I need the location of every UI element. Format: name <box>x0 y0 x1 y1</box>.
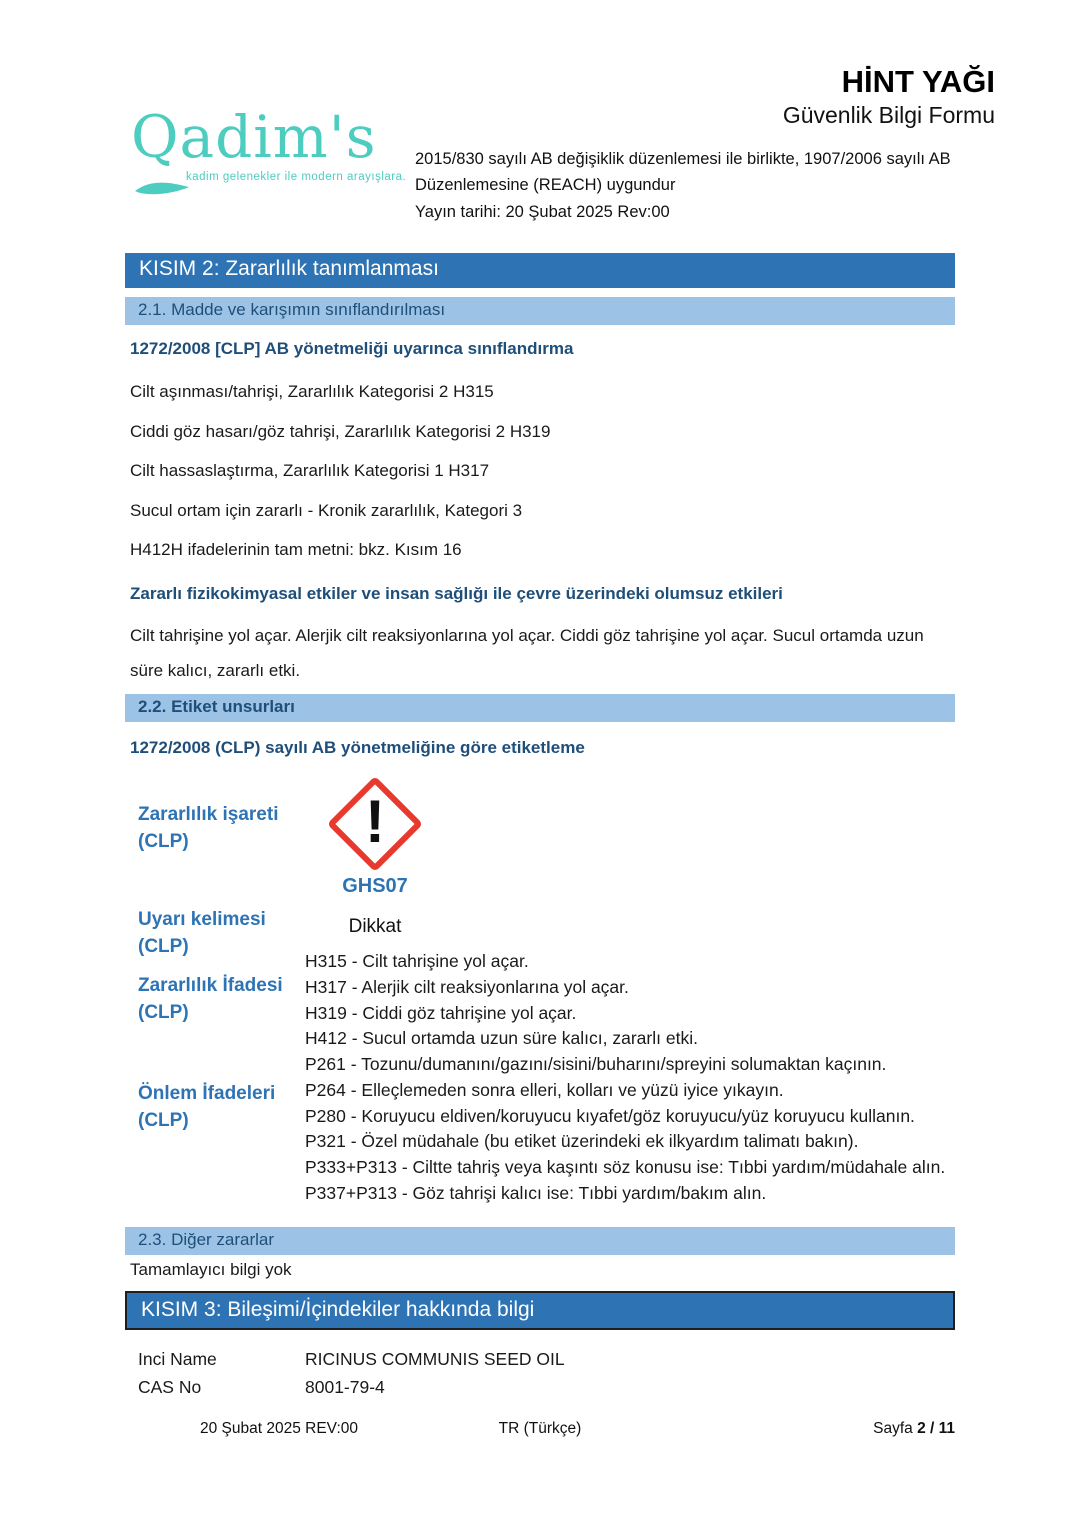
signal-word-label: Uyarı kelimesi (CLP) <box>138 909 266 957</box>
footer-page-indicator <box>125 1420 955 1438</box>
composition-label: Inci Name <box>138 1349 217 1369</box>
signal-word-value: Dikkat <box>348 916 402 937</box>
issue-date-line: Yayın tarihi: 20 Şubat 2025 Rev:00 <box>415 202 670 221</box>
hazard-statements-label: Zararlılık İfadesi (CLP) <box>138 975 283 1023</box>
classification-list <box>130 372 550 570</box>
composition-row <box>138 1374 565 1402</box>
document-type: Güvenlik Bilgi Formu <box>782 102 995 129</box>
labeling-heading: 1272/2008 (CLP) sayılı AB yönetmeliğine göre etiketleme <box>130 738 585 757</box>
footer-page-number: 2 / 11 <box>917 1420 955 1437</box>
section3-header-bar: KISIM 3: Bileşimi/İçindekiler hakkında bilgi <box>125 1291 955 1330</box>
document-title-block <box>783 63 995 131</box>
section2-3-subheader-bar: 2.3. Diğer zararlar <box>125 1227 955 1255</box>
ghs07-exclamation-icon: ! <box>327 776 423 872</box>
precaution-statement-line: P321 - Özel müdahale (bu etiket üzerindeki ek ilkyardım talimatı bakın). <box>305 1131 859 1152</box>
classification-line: H412H ifadelerinin tam metni: bkz. Kısım 16 <box>130 540 462 559</box>
compliance-text <box>415 146 980 225</box>
classification-line: Cilt aşınması/tahrişi, Zararlılık Kategorisi 2 H315 <box>130 382 494 401</box>
ghs07-pictogram-block <box>305 768 445 898</box>
hazard-statement-line: H317 - Alerjik cilt reaksiyonlarına yol açar. <box>305 976 629 997</box>
hazard-statement-line: H319 - Ciddi göz tahrişine yol açar. <box>305 1002 577 1023</box>
footer-language: TR (Türkçe) <box>498 1420 582 1437</box>
hazard-statements-list <box>305 949 965 1052</box>
hazard-statement-line: H315 - Cilt tahrişine yol açar. <box>305 951 529 971</box>
precaution-statement-line: P280 - Koruyucu eldiven/koruyucu kıyafet/göz koruyucu/yüz koruyucu kullanın. <box>305 1105 915 1126</box>
composition-table <box>138 1346 565 1401</box>
precaution-statement-line: P337+P313 - Göz tahrişi kalıcı ise: Tıbbi yardım/bakım alın. <box>305 1182 767 1203</box>
classification-line: Sucul ortam için zararlı - Kronik zararlılık, Kategori 3 <box>130 500 523 520</box>
precaution-statements-label: Önlem İfadeleri (CLP) <box>138 1083 276 1131</box>
section2-1-subheader-bar: 2.1. Madde ve karışımın sınıflandırılması <box>125 297 955 325</box>
composition-value: RICINUS COMMUNIS SEED OIL <box>305 1349 565 1369</box>
company-logo <box>131 103 407 183</box>
adverse-effects-text: Cilt tahrişine yol açar. Alerjik cilt reaksiyonlarına yol açar. Ciddi göz tahrişine yol açar. Sucul ortamda uzun süre kalıcı, zararlı etki. <box>130 626 924 680</box>
section2-header-bar: KISIM 2: Zararlılık tanımlanması <box>125 253 955 288</box>
composition-row <box>138 1346 565 1374</box>
classification-line: Ciddi göz hasarı/göz tahrişi, Zararlılık Kategorisi 2 H319 <box>130 421 551 441</box>
other-hazards-text: Tamamlayıcı bilgi yok <box>130 1260 292 1279</box>
logo-tagline: kadim gelenekler ile modern arayışlara. <box>186 171 407 183</box>
classification-line: Cilt hassaslaştırma, Zararlılık Kategorisi 1 H317 <box>130 461 490 480</box>
precaution-statements-list <box>305 1052 965 1207</box>
compliance-line-1: 2015/830 sayılı AB değişiklik düzenlemesi ile birlikte, 1907/2006 sayılı AB <box>415 150 951 168</box>
compliance-line-2: Düzenlemesine (REACH) uygundur <box>415 176 676 195</box>
footer-revision: 20 Şubat 2025 REV:00 <box>200 1420 358 1437</box>
hazard-statement-line: H412 - Sucul ortamda uzun süre kalıcı, zararlı etki. <box>305 1028 698 1049</box>
ghs-code: GHS07 <box>342 875 408 897</box>
pictogram-label: Zararlılık işareti (CLP) <box>138 804 279 852</box>
precaution-statement-line: P264 - Elleçlemeden sonra elleri, kolları ve yüzü iyice yıkayın. <box>305 1079 784 1100</box>
composition-value: 8001-79-4 <box>305 1376 385 1397</box>
product-name: HİNT YAĞI <box>841 64 995 99</box>
footer-page-label: Sayfa <box>873 1420 913 1437</box>
adverse-effects-heading: Zararlı fizikokimyasal etkiler ve insan sağlığı ile çevre üzerindeki olumsuz etkileri <box>130 584 783 603</box>
precaution-statement-line: P333+P313 - Ciltte tahriş veya kaşıntı söz konusu ise: Tıbbi yardım/müdahale alın. <box>305 1157 946 1178</box>
precaution-statement-line: P261 - Tozunu/dumanını/gazını/sisini/buharını/spreyini solumaktan kaçının. <box>305 1054 887 1074</box>
clp-classification-heading: 1272/2008 [CLP] AB yönetmeliği uyarınca sınıflandırma <box>130 339 574 358</box>
section2-2-subheader-bar: 2.2. Etiket unsurları <box>125 694 955 722</box>
composition-label: CAS No <box>138 1376 202 1397</box>
logo-brand-text: Qadim's <box>131 103 377 171</box>
